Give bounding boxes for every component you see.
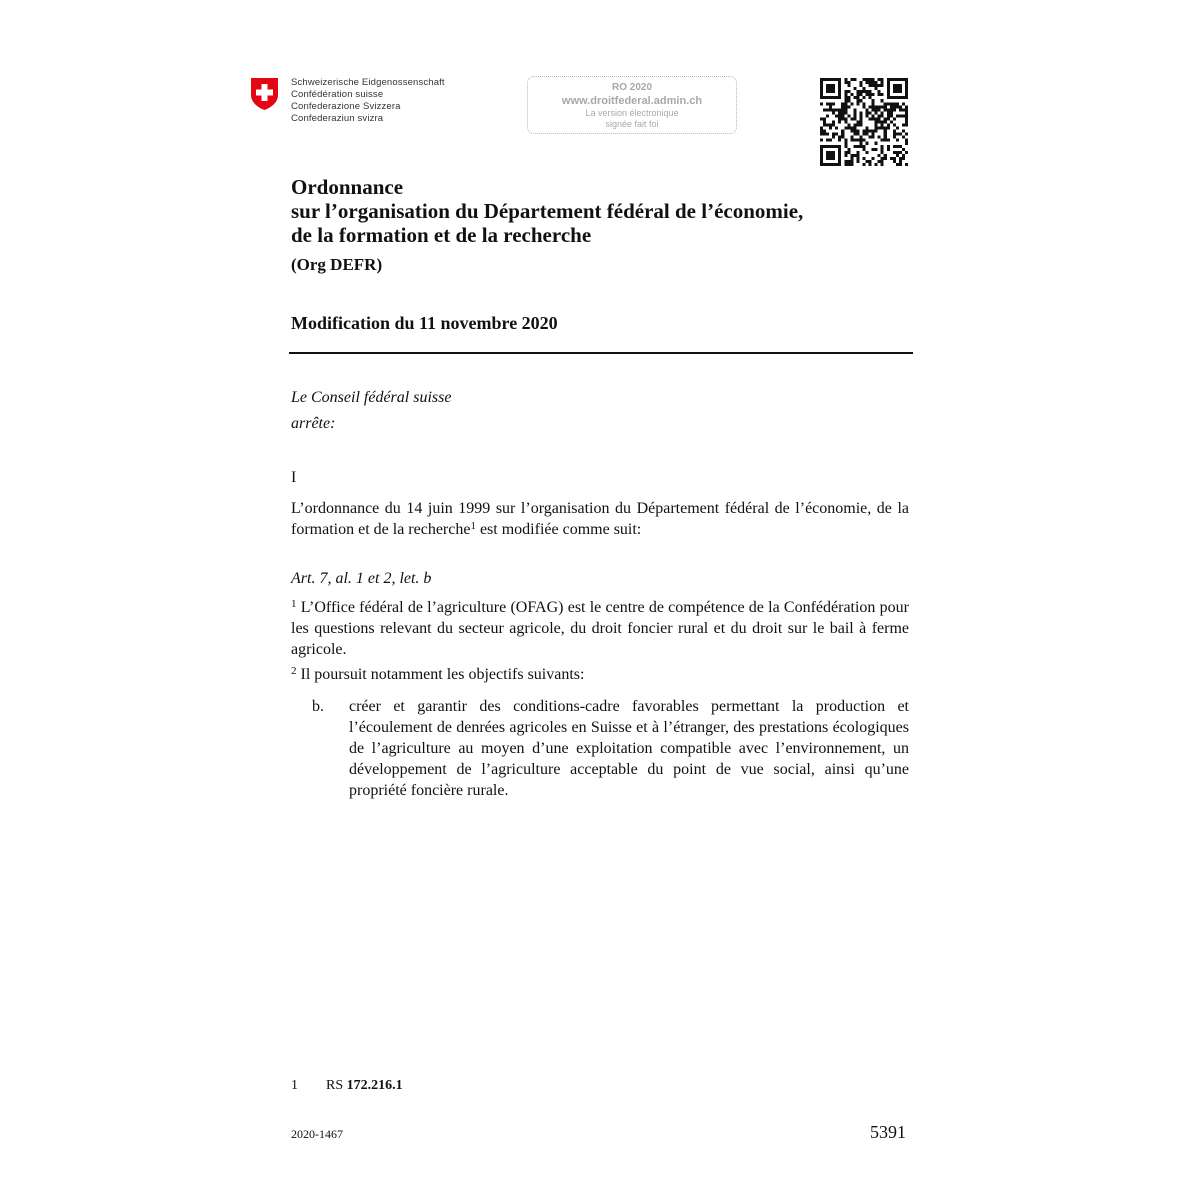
paragraph-text: Il poursuit notamment les objectifs suivants: — [296, 666, 585, 683]
article-paragraph-1 — [291, 597, 909, 660]
separator-rule — [289, 352, 913, 354]
footnote-number: 1 — [291, 1078, 298, 1093]
paragraph-number: 1 — [291, 598, 297, 610]
title-abbreviation: (Org DEFR) — [291, 255, 383, 274]
footnote-reference-number: 172.216.1 — [346, 1078, 403, 1093]
footnote-prefix: RS — [326, 1078, 347, 1093]
document-number: 2020-1467 — [291, 1127, 343, 1141]
title-line-1: Ordonnance — [291, 175, 404, 199]
qr-code-icon — [820, 78, 908, 166]
intro-paragraph — [291, 498, 909, 540]
stamp-collection: RO 2020 — [611, 82, 653, 93]
paragraph-number: 2 — [291, 665, 297, 677]
list-item-text: créer et garantir des conditions-cadre favorables permettant la production et l’écoulement de denrées agricoles en Suisse et à l’étranger, des prestations écologiques de l’agriculture au moyen d’une exploitation compatible avec l’environnement, un développement de l’agriculture acceptable du point de vue social, ainsi qu’une propriété foncière rurale. — [349, 698, 909, 799]
confederation-names — [291, 77, 445, 125]
document-title — [291, 175, 803, 247]
swiss-cross-icon — [250, 77, 279, 111]
title-line-3: de la formation et de la recherche — [291, 223, 592, 247]
qr-modules — [820, 78, 908, 166]
confederation-name-fr: Confédération suisse — [291, 89, 384, 100]
list-item-letter: b. — [312, 698, 324, 715]
stamp-note-line2: signée fait foi — [605, 119, 659, 129]
paragraph-text: L’Office fédéral de l’agriculture (OFAG) est le centre de compétence de la Confédération pour les questions relevant du secteur agricole, du droit foncier rural et du droit sur le bail à ferme agricole. — [291, 599, 909, 658]
article-heading: Art. 7, al. 1 et 2, let. b — [291, 570, 432, 587]
title-line-2: sur l’organisation du Département fédéral de l’économie, — [291, 199, 804, 223]
page-number: 5391 — [870, 1122, 906, 1142]
preamble-authority: Le Conseil fédéral suisse — [291, 389, 452, 406]
intro-text-end: est modifiée comme suit: — [475, 521, 642, 538]
article-paragraph-2 — [291, 664, 584, 685]
footnote-text — [326, 1078, 403, 1094]
confederation-name-it: Confederazione Svizzera — [291, 101, 401, 112]
footnote-reference[interactable]: 1 — [470, 520, 476, 532]
confederation-name-rm: Confederaziun svizra — [291, 113, 384, 124]
preamble-decree: arrête: — [291, 415, 336, 432]
modification-date: Modification du 11 novembre 2020 — [291, 313, 558, 333]
official-publication-stamp — [527, 76, 737, 134]
stamp-note-line1: La version électronique — [585, 108, 679, 118]
preamble — [291, 385, 451, 437]
section-number: I — [291, 469, 297, 486]
stamp-website: www.droitfederal.admin.ch — [561, 95, 703, 107]
confederation-name-de: Schweizerische Eidgenossenschaft — [291, 77, 445, 88]
intro-text: L’ordonnance du 14 juin 1999 sur l’organisation du Département fédéral de l’économie, de la formation et de la recherche — [291, 500, 909, 538]
